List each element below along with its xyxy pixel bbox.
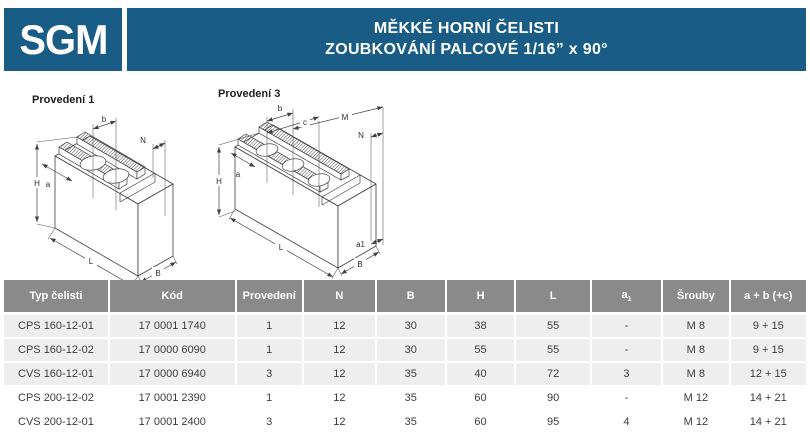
cell-n: 12 <box>304 315 377 339</box>
cell-srouby: M 12 <box>663 387 730 411</box>
dim-label-b: b <box>277 104 283 113</box>
cell-n: 12 <box>304 411 377 435</box>
cell-b: 30 <box>377 315 447 339</box>
cell-typ-celisti: CPS 200-12-02 <box>4 387 110 411</box>
page-title-line-1: MĚKKÉ HORNÍ ČELISTI <box>373 20 560 38</box>
cell-b: 30 <box>377 339 447 363</box>
cell-srouby: M 8 <box>663 315 730 339</box>
cell-provedeni: 1 <box>237 387 304 411</box>
col-header-abc: a + b (+c) <box>731 280 806 315</box>
spec-table <box>4 280 806 435</box>
cell-abc: 9 + 15 <box>731 315 806 339</box>
dim-label-N: N <box>358 131 364 140</box>
table-row <box>4 387 806 411</box>
cell-h: 55 <box>447 339 517 363</box>
cell-n: 12 <box>304 363 377 387</box>
provedeni-3-technical-drawing <box>205 95 430 280</box>
drawing-3-label: Provedení 3 <box>218 88 281 100</box>
dim-label-B: B <box>155 269 161 278</box>
dim-label-B: B <box>357 260 363 269</box>
cell-provedeni: 1 <box>237 315 304 339</box>
col-header-h: H <box>447 280 517 315</box>
cell-abc: 14 + 21 <box>731 387 806 411</box>
col-header-l: L <box>516 280 591 315</box>
cell-kod: 17 0001 2400 <box>110 411 237 435</box>
drawing-1-label: Provedení 1 <box>32 94 95 106</box>
cell-srouby: M 12 <box>663 411 730 435</box>
cell-h: 40 <box>447 363 517 387</box>
cell-h: 60 <box>447 387 517 411</box>
cell-provedeni: 3 <box>237 363 304 387</box>
dim-label-c: c <box>303 118 307 127</box>
dim-label-a: a <box>235 170 241 179</box>
dim-label-N: N <box>140 136 146 145</box>
col-header-a1-base: a <box>621 288 628 301</box>
table-body <box>4 315 806 435</box>
table-row <box>4 363 806 387</box>
cell-typ-celisti: CPS 160-12-01 <box>4 315 110 339</box>
cell-l: 55 <box>516 339 591 363</box>
col-header-a1 <box>592 280 663 315</box>
cell-kod: 17 0001 1740 <box>110 315 237 339</box>
cell-typ-celisti: CPS 160-12-02 <box>4 339 110 363</box>
cell-provedeni: 1 <box>237 339 304 363</box>
brand-logo-text: SGM <box>18 15 108 63</box>
col-header-n: N <box>304 280 377 315</box>
provedeni-1-technical-drawing <box>15 98 210 283</box>
col-header-a1-sub: 1 <box>627 296 632 304</box>
col-header-kod: Kód <box>110 280 237 315</box>
cell-n: 12 <box>304 387 377 411</box>
col-header-provedeni: Provedení <box>237 280 304 315</box>
table-row <box>4 315 806 339</box>
cell-typ-celisti: CVS 160-12-01 <box>4 363 110 387</box>
dim-label-M: M <box>341 113 349 122</box>
dim-label-b: b <box>101 115 107 124</box>
cell-l: 55 <box>516 315 591 339</box>
cell-a1: 4 <box>592 411 663 435</box>
cell-b: 35 <box>377 387 447 411</box>
cell-h: 60 <box>447 411 517 435</box>
table-row <box>4 339 806 363</box>
cell-srouby: M 8 <box>663 339 730 363</box>
cell-abc: 12 + 15 <box>731 363 806 387</box>
cell-a1: - <box>592 339 663 363</box>
cell-kod: 17 0001 2390 <box>110 387 237 411</box>
cell-typ-celisti: CVS 200-12-01 <box>4 411 110 435</box>
cell-l: 90 <box>516 387 591 411</box>
cell-b: 35 <box>377 411 447 435</box>
cell-kod: 17 0000 6940 <box>110 363 237 387</box>
dim-label-L: L <box>278 243 284 252</box>
dim-label-L: L <box>88 257 94 266</box>
cell-a1: - <box>592 387 663 411</box>
table-row <box>4 411 806 435</box>
col-header-b: B <box>377 280 447 315</box>
cell-srouby: M 8 <box>663 363 730 387</box>
col-header-srouby: Šrouby <box>663 280 730 315</box>
cell-a1: 3 <box>592 363 663 387</box>
dim-label-H: H <box>34 179 40 188</box>
cell-n: 12 <box>304 339 377 363</box>
dim-label-a: a <box>45 180 51 189</box>
cell-l: 72 <box>516 363 591 387</box>
dim-label-H: H <box>216 177 222 186</box>
col-header-typ-celisti: Typ čelisti <box>4 280 110 315</box>
cell-abc: 14 + 21 <box>731 411 806 435</box>
cell-b: 35 <box>377 363 447 387</box>
cell-provedeni: 3 <box>237 411 304 435</box>
cell-h: 38 <box>447 315 517 339</box>
cell-a1: - <box>592 315 663 339</box>
brand-logo <box>4 8 122 71</box>
table-header-row <box>4 280 806 315</box>
dim-label-a1: a1 <box>356 240 365 249</box>
cell-kod: 17 0000 6090 <box>110 339 237 363</box>
cell-abc: 9 + 15 <box>731 339 806 363</box>
cell-l: 95 <box>516 411 591 435</box>
header-title-bar <box>127 8 806 71</box>
page-title-line-2: ZOUBKOVÁNÍ PALCOVÉ 1/16” x 90° <box>325 41 608 58</box>
